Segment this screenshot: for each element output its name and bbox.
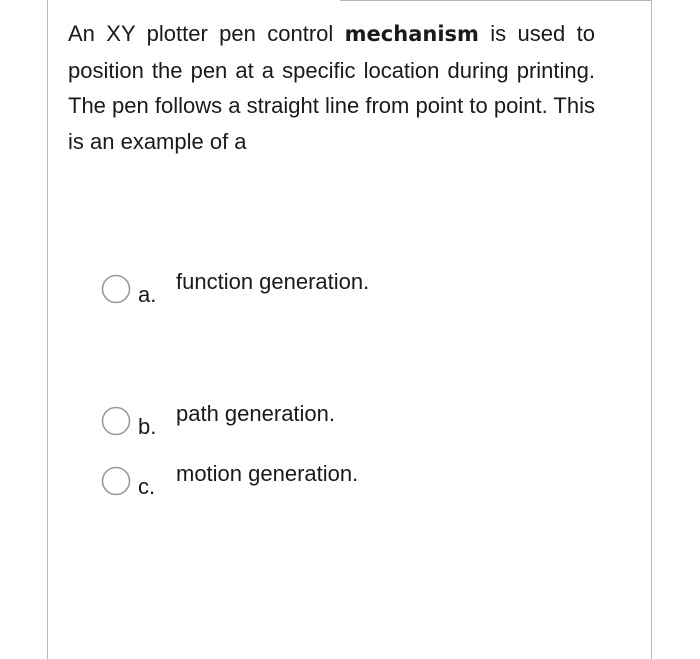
question-bold-word: mechanism	[344, 22, 479, 46]
top-divider	[340, 0, 652, 1]
option-c-label[interactable]: motion generation.	[176, 461, 359, 486]
option-b-letter: b.	[138, 414, 157, 439]
radio-circle-icon[interactable]	[100, 465, 134, 497]
option-c-letter: c.	[138, 474, 156, 499]
question-text	[68, 16, 595, 159]
question-text-before: An XY plotter pen control	[68, 21, 345, 46]
question-text-after: is used to position the pen at a specific location during printing. The pen follows a straight line from point to point. This is an example of a	[68, 21, 595, 154]
radio-circle-icon[interactable]	[100, 405, 134, 437]
option-a-label[interactable]: function generation.	[176, 269, 370, 294]
option-b-label[interactable]: path generation.	[176, 401, 336, 426]
radio-circle-icon[interactable]	[100, 273, 134, 305]
option-a-letter: a.	[138, 282, 157, 307]
